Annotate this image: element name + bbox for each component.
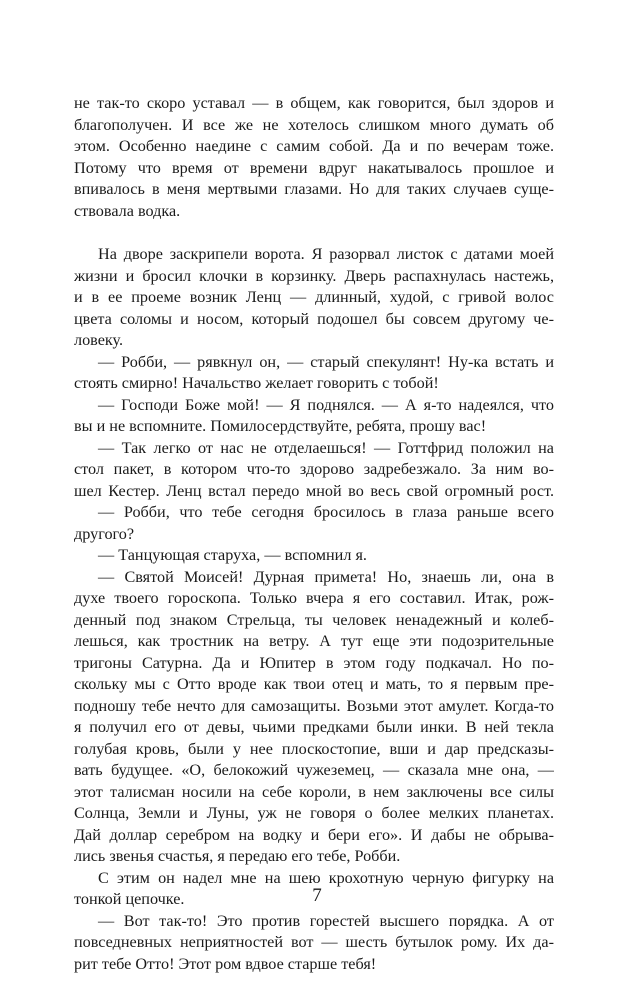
text-line: подношу тебе нечто для самозащиты. Возьми этот амулет. Когда-то bbox=[74, 696, 554, 715]
text-line: Потому что время от времени вдруг накатывалось прошлое и bbox=[74, 158, 554, 177]
text-line: и в ее проеме возник Ленц — длинный, худой, с гривой волос bbox=[74, 288, 554, 306]
text-line: этом. Особенно наедине с самим собой. Да и по вечерам тоже. bbox=[74, 137, 554, 155]
text-line: — Вот так-то! Это против горестей высшего порядка. А от bbox=[98, 911, 554, 930]
text-line: денный под знаком Стрельца, ты человек ненадежный и колеб- bbox=[74, 610, 554, 629]
text-line: — Робби, что тебе сегодня бросилось в глаза раньше всего bbox=[98, 503, 554, 521]
text-line: лись звенья счастья, я передаю его тебе, Робби. bbox=[74, 847, 401, 865]
text-line: Солнца, Земли и Луны, уж не говоря о более мелких планетах. bbox=[74, 804, 554, 822]
text-line: — Святой Моисей! Дурная примета! Но, знаешь ли, она в bbox=[98, 567, 554, 586]
text-line: На дворе заскрипели ворота. Я разорвал листок с датами моей bbox=[98, 245, 554, 263]
body-text bbox=[74, 93, 554, 975]
text-line: шел Кестер. Ленц встал передо мной во весь свой огромный рост. bbox=[74, 481, 554, 500]
text-line: голубая кровь, были у нее плоскостопие, вши и дар предсказы- bbox=[74, 739, 554, 758]
text-line: тригоны Сатурна. Да и Юпитер в этом году подкачал. Но по- bbox=[74, 653, 554, 672]
text-line: вы и не вспомните. Помилосердствуйте, ребята, прошу вас! bbox=[74, 417, 487, 435]
text-line: — Так легко от нас не отделаешься! — Готтфрид положил на bbox=[98, 438, 554, 457]
text-line: — Танцующая старуха, — вспомнил я. bbox=[98, 546, 367, 564]
text-line: стоять смирно! Начальство желает говорить с тобой! bbox=[74, 374, 439, 392]
text-line: рит тебе Отто! Этот ром вдвое старше тебя! bbox=[74, 954, 377, 973]
text-line: тонкой цепочке. bbox=[74, 890, 185, 908]
text-line: другого? bbox=[74, 524, 135, 543]
text-line: Дай доллар серебром на водку и бери его». И дабы не обрыва- bbox=[74, 825, 554, 844]
text-line: цвета соломы и носом, который подошел бы совсем другому че- bbox=[74, 309, 554, 328]
text-line: лешься, как тростник на ветру. А тут еще эти подозрительные bbox=[74, 632, 554, 650]
text-line: ствовала водка. bbox=[74, 201, 181, 220]
text-line: не так-то скоро уставал — в общем, как говорится, был здоров и bbox=[74, 94, 554, 112]
text-line: — Господи Боже мой! — Я поднялся. — А я-то надеялся, что bbox=[98, 395, 554, 414]
text-line: этот талисман носили на себе короли, в нем заключены все силы bbox=[74, 782, 554, 801]
text-line: я получил его от девы, чьими предками были инки. В ней текла bbox=[74, 718, 554, 736]
text-line: стол пакет, в котором что-то здорово задребезжало. За ним во- bbox=[74, 460, 554, 478]
text-line: впивалось в меня мертвыми глазами. Но для таких случаев суще- bbox=[74, 180, 554, 198]
text-line: С этим он надел мне на шею крохотную черную фигурку на bbox=[98, 868, 554, 887]
text-line: повседневных неприятностей вот — шесть бутылок рому. Их да- bbox=[74, 933, 554, 951]
text-line: вать будущее. «О, белокожий чужеземец, — сказала мне она, — bbox=[74, 761, 554, 779]
text-line: благополучен. И все же не хотелось слишком много думать об bbox=[74, 115, 554, 134]
page-number: 7 bbox=[312, 885, 322, 906]
text-line: скольку мы с Отто вроде как твои отец и мать, то я первым пре- bbox=[74, 675, 554, 693]
text-line: духе твоего гороскопа. Только вчера я его составил. Итак, рож- bbox=[74, 589, 554, 607]
text-line: жизни и бросил клочки в корзинку. Дверь распахнулась настежь, bbox=[74, 266, 554, 285]
text-line: — Робби, — рявкнул он, — старый спекулянт! Ну-ка встать и bbox=[98, 352, 554, 371]
section-break bbox=[74, 222, 554, 244]
text-line: ловеку. bbox=[74, 331, 124, 349]
